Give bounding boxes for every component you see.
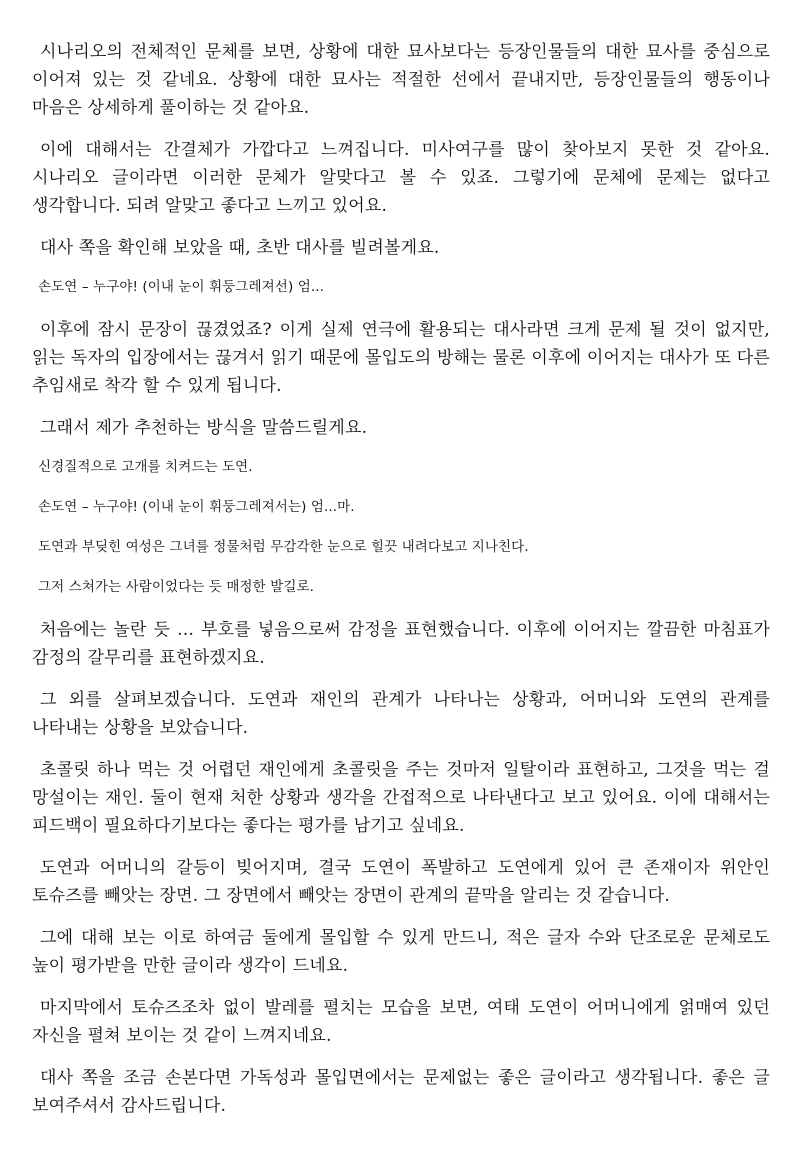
paragraph-relationships: 그 외를 살펴보겠습니다. 도연과 재인의 관계가 나타나는 상황과, 어머니와 도연의 관계를 나타내는 상황을 보았습니다. (32, 690, 770, 738)
paragraph-style-summary: 시나리오의 전체적인 문체를 보면, 상황에 대한 묘사보다는 등장인물들의 대한 묘사를 중심으로 이어져 있는 것 같네요. 상황에 대한 묘사는 적절한 선에서 끝내지만, 등장인물들의 행동이나 마음은 상세하게 풀이하는 것 같아요. (32, 42, 770, 118)
quote-stage-direction: 도연과 부딪힌 여성은 그녀를 정물처럼 무감각한 눈으로 힐끗 내려다보고 지나친다. (38, 539, 529, 555)
paragraph-concise-style: 이에 대해서는 간결체가 가깝다고 느껴집니다. 미사여구를 많이 찾아보지 못한 것 같아요. 시나리오 글이라면 이러한 문체가 알맞다고 볼 수 있죠. 그렇기에 문체에 문제는 없다고 생각합니다. 되려 알맞고 좋다고 느끼고 있어요. (32, 140, 770, 216)
quote-action-line: 신경질적으로 고개를 치켜드는 도연. (38, 459, 253, 475)
quote-revised-dialogue: 손도연 – 누구야! (이내 눈이 휘둥그레져서는) 엄...마. (38, 499, 355, 515)
paragraph-immersion: 그에 대해 보는 이로 하여금 둘에게 몰입할 수 있게 만드니, 적은 글자 수와 단조로운 문체로도 높이 평가받을 만한 글이라 생각이 드네요. (32, 928, 770, 976)
paragraph-interruption-issue: 이후에 잠시 문장이 끊겼었죠? 이게 실제 연극에 활용되는 대사라면 크게 문제 될 것이 없지만, 읽는 독자의 입장에서는 끊겨서 읽기 때문에 몰입도의 방해는 물론 이후에 이어지는 대사가 또 다른 추임새로 착각 할 수 있게 됩니다. (32, 320, 770, 396)
paragraph-punctuation-note: 처음에는 놀란 듯 … 부호를 넣음으로써 감정을 표현했습니다. 이후에 이어지는 깔끔한 마침표가 감정의 갈무리를 표현하겠지요. (32, 620, 770, 668)
paragraph-chocolate-scene: 초콜릿 하나 먹는 것 어렵던 재인에게 초콜릿을 주는 것마저 일탈이라 표현하고, 그것을 먹는 걸 망설이는 재인. 둘이 현재 처한 상황과 생각을 간접적으로 나타낸다고 보고 있어요. 이에 대해서는 피드백이 필요하다기보다는 좋다는 평가를 남기고 싶네요. (32, 760, 770, 836)
document-page (32, 38, 770, 1134)
quote-original-dialogue: 손도연 – 누구야! (이내 눈이 휘둥그레져선) 엄... (38, 279, 325, 295)
paragraph-recommendation-intro: 그래서 제가 추천하는 방식을 말씀드릴게요. (40, 418, 368, 438)
paragraph-final-scene: 마지막에서 토슈즈조차 없이 발레를 펼치는 모습을 보면, 여태 도연이 어머니에게 얽매여 있던 자신을 펼쳐 보이는 것 같이 느껴지네요. (32, 998, 770, 1046)
paragraph-dialogue-intro: 대사 쪽을 확인해 보았을 때, 초반 대사를 빌려볼게요. (40, 238, 440, 258)
paragraph-conflict-scene: 도연과 어머니의 갈등이 빚어지며, 결국 도연이 폭발하고 도연에게 있어 큰 존재이자 위안인 토슈즈를 빼앗는 장면. 그 장면에서 빼앗는 장면이 관계의 끝막을 알리는 것 같습니다. (32, 858, 770, 906)
quote-stage-direction-2: 그저 스쳐가는 사람이었다는 듯 매정한 발길로. (38, 579, 315, 595)
paragraph-closing: 대사 쪽을 조금 손본다면 가독성과 몰입면에서는 문제없는 좋은 글이라고 생각됩니다. 좋은 글 보여주셔서 감사드립니다. (32, 1068, 770, 1116)
